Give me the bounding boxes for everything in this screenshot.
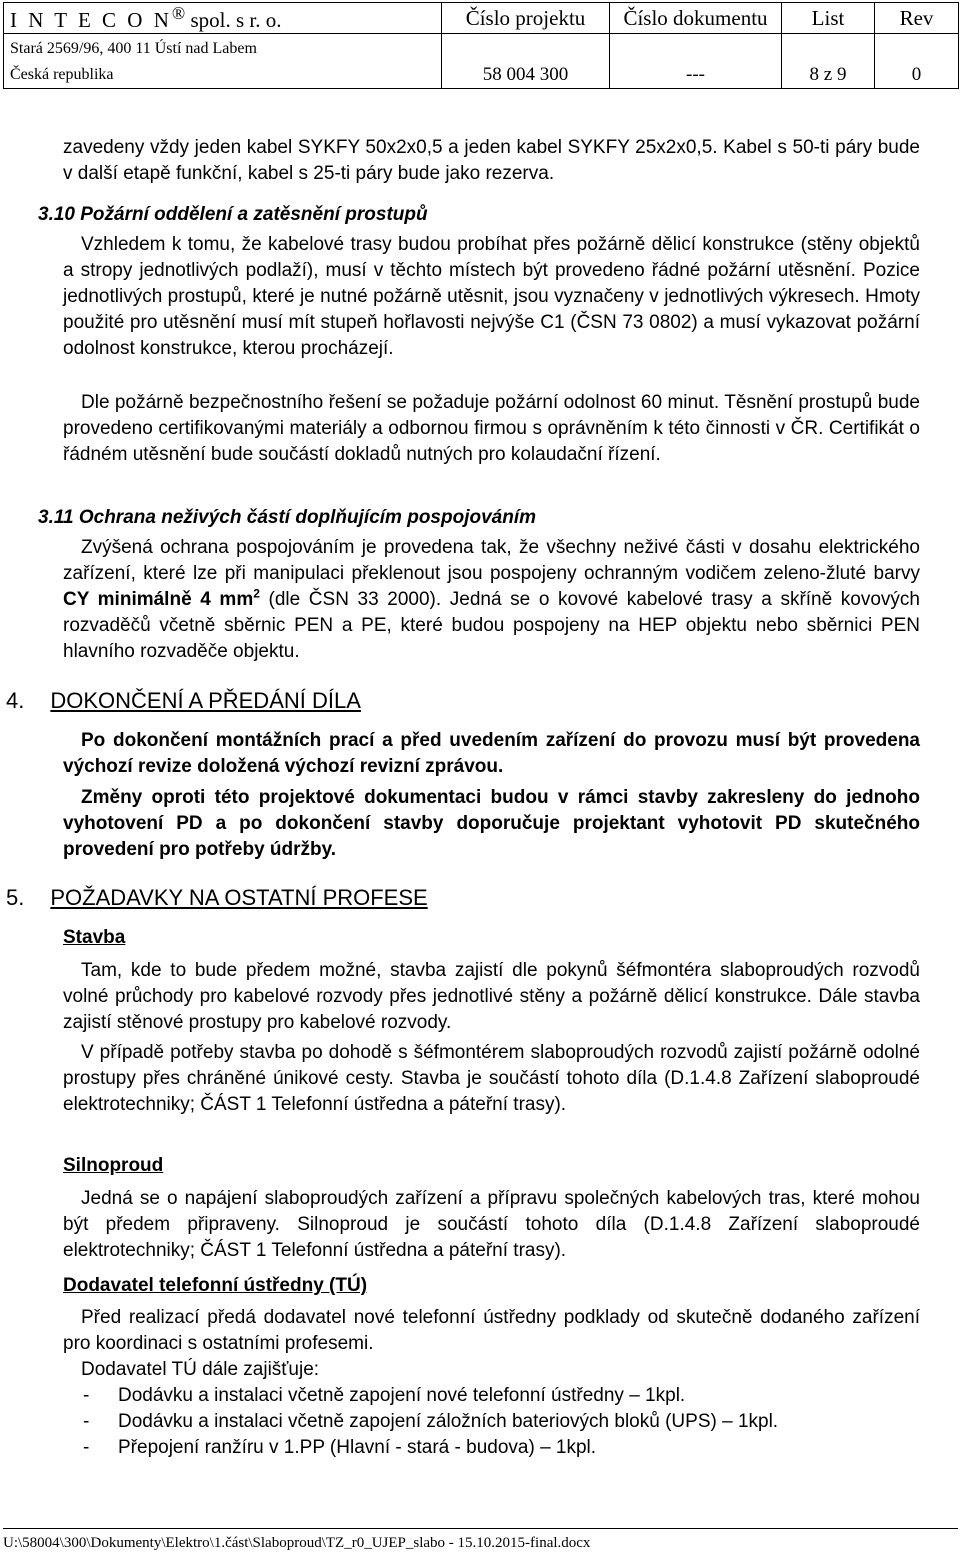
stavba-paragraph-1: Tam, kde to bude předem možné, stavba zajistí dle pokynů šéfmontéra slaboproudých rozvodů volné průchody pro kabelové rozvody přes jednotlivé stěny a požárně dělicí konstrukce. Dále stavba zajistí stěnové prostupy pro kabelové rozvody.	[63, 960, 920, 1033]
document-number: ---	[610, 61, 782, 89]
tu-paragraph-2: Dodavatel TÚ dále zajišťuje:	[81, 1359, 320, 1380]
section-4-heading: 4. DOKONČENÍ A PŘEDÁNÍ DÍLA	[6, 688, 361, 713]
list-item: - Dodávku a instalaci včetně zapojení záložních bateriových bloků (UPS) – 1kpl.	[63, 1409, 920, 1435]
intro-paragraph: zavedeny vždy jeden kabel SYKFY 50x2x0,5 a jeden kabel SYKFY 25x2x0,5. Kabel s 50-ti páry bude v další etapě funkční, kabel s 25-ti páry bude jako rezerva.	[63, 137, 920, 184]
revision-number: 0	[875, 61, 959, 89]
revision-header: Rev	[875, 3, 959, 34]
project-number-header: Číslo projektu	[442, 3, 610, 34]
tu-heading: Dodavatel telefonní ústředny (TÚ)	[63, 1275, 368, 1296]
list-item: - Přepojení ranžíru v 1.PP (Hlavní - stará - budova) – 1kpl.	[63, 1435, 920, 1461]
section-3-10-paragraph-1: Vzhledem k tomu, že kabelové trasy budou probíhat přes požárně dělicí konstrukce (stěny objektů a stropy jednotlivých podlaží), musí v těchto místech být provedeno řádné požární utěsnění. Pozice jednotlivých prostupů, které je nutné požárně utěsnit, jsou vyznačeny v jednotlivých výkresech. Hmoty použité pro utěsnění musí mít stupeň hořlavosti nejvýše C1 (ČSN 73 0802) a musí vykazovat požární odolnost konstrukce, kterou procházejí.	[63, 234, 920, 359]
silnoproud-heading: Silnoproud	[63, 1155, 164, 1176]
project-number: 58 004 300	[442, 61, 610, 89]
section-3-10-paragraph-2: Dle požárně bezpečnostního řešení se požaduje požární odolnost 60 minut. Těsnění prostupů bude provedeno certifikovanými materiály a odbornou firmou s oprávněním k této činnosti v ČR. Certifikát o řádném utěsnění bude součástí dokladů nutných pro kolaudační řízení.	[63, 392, 920, 465]
company-address: Stará 2569/96, 400 11 Ústí nad Labem	[4, 34, 442, 62]
sheet-header: List	[782, 3, 875, 34]
document-header	[3, 2, 959, 89]
tu-list	[63, 1383, 920, 1461]
stavba-paragraph-2: V případě potřeby stavba po dohodě s šéfmontérem slaboproudých rozvodů zajistí požárně odolné prostupy přes chráněné únikové cesty. Stavba je součástí tohoto díla (D.1.4.8 Zařízení slaboproudé elektrotechniky; ČÁST 1 Telefonní ústředna a páteřní trasy).	[63, 1042, 920, 1115]
document-number-header: Číslo dokumentu	[610, 3, 782, 34]
section-5-heading: 5. POŽADAVKY NA OSTATNÍ PROFESE	[6, 885, 428, 910]
silnoproud-paragraph: Jedná se o napájení slaboproudých zařízení a přípravu společných kabelových tras, které mohou být předem připraveny. Silnoproud je součástí tohoto díla (D.1.4.8 Zařízení slaboproudé elektrotechniky; ČÁST 1 Telefonní ústředna a páteřní trasy).	[63, 1188, 920, 1261]
tu-paragraph-1: Před realizací předá dodavatel nové telefonní ústředny podklady od skutečně dodaného zařízení pro koordinaci s ostatními profesemi.	[63, 1307, 920, 1354]
sheet-number: 8 z 9	[782, 61, 875, 89]
section-3-10-heading: 3.10 Požární oddělení a zatěsnění prostupů	[38, 204, 428, 225]
section-4-paragraph-1: Po dokončení montážních prací a před uvedením zařízení do provozu musí být provedena výchozí revize doložená výchozí revizní zprávou.	[63, 730, 920, 777]
section-3-11-paragraph: Zvýšená ochrana pospojováním je provedena tak, že všechny neživé části v dosahu elektrického zařízení, které lze při manipulaci překlenout jsou pospojeny ochranným vodičem zeleno-žluté barvy CY minimálně 4 $mm^2$ (dle ČSN 33 2000). Jedná se o kovové kabelové trasy a skříně kovových rozvaděčů včetně sběrnic PEN a PE, které budou pospojeny na HEP objektu nebo sběrnici PEN hlavního rozvaděče objektu.	[63, 537, 920, 662]
section-4-paragraph-2: Změny oproti této projektové dokumentaci budou v rámci stavby zakresleny do jednoho vyhotovení PD a po dokončení stavby doporučuje projektant vyhotovit PD skutečného provedení pro potřeby údržby.	[63, 787, 920, 860]
stavba-heading: Stavba	[63, 927, 126, 948]
list-item: - Dodávku a instalaci včetně zapojení nové telefonní ústředny – 1kpl.	[63, 1383, 920, 1409]
section-3-11-heading: 3.11 Ochrana neživých částí doplňujícím pospojováním	[38, 507, 537, 528]
company-country: Česká republika	[4, 61, 442, 89]
file-path-footer: U:\58004\300\Dokumenty\Elektro\1.část\Slaboproud\TZ_r0_UJEP_slabo - 15.10.2015-final.docx	[3, 1528, 958, 1552]
company-name: I N T E C O N® spol. s r. o.	[4, 3, 442, 34]
